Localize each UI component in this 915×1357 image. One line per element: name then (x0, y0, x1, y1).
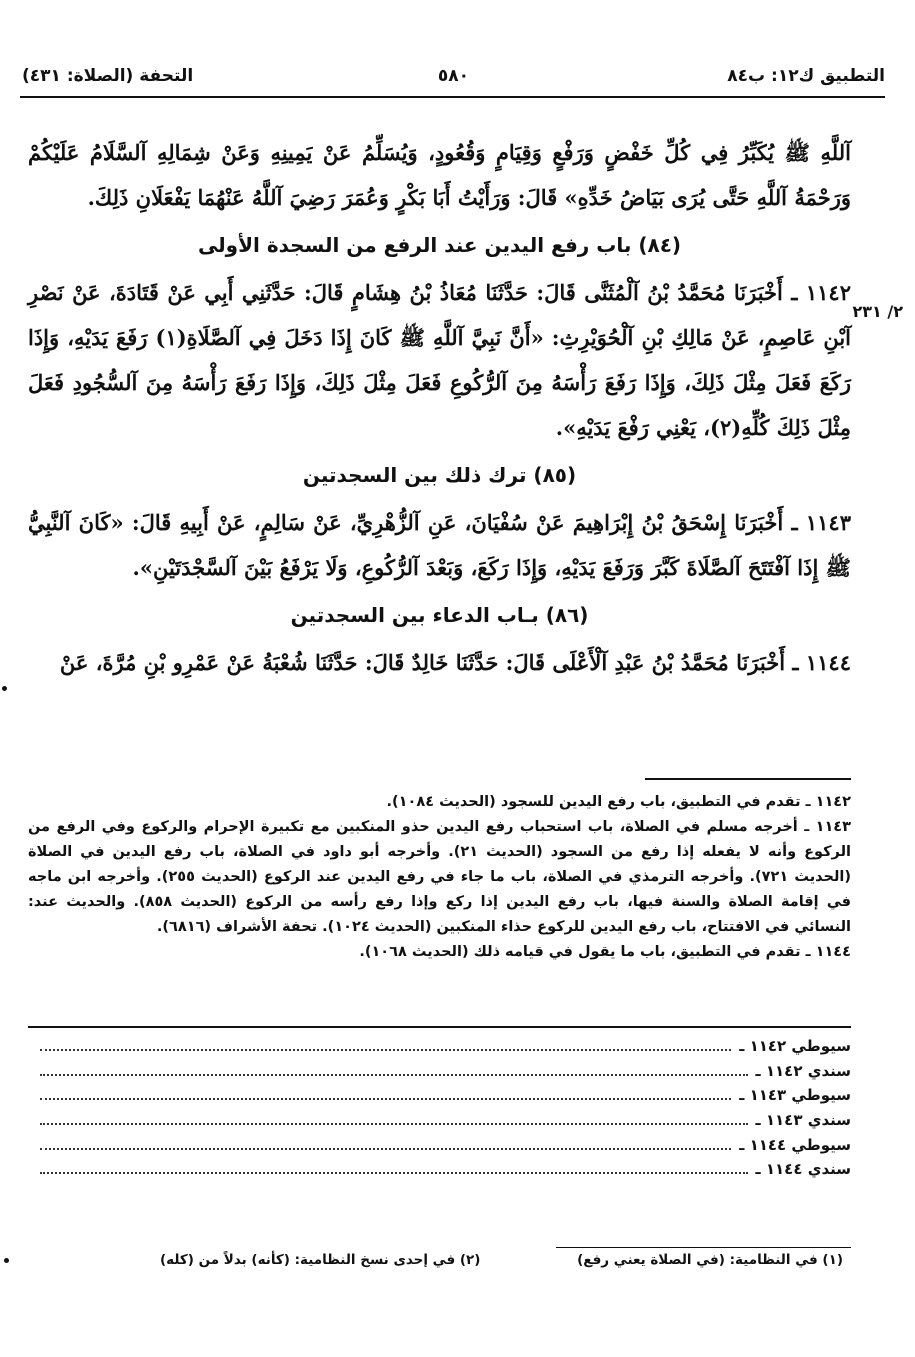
commentary-label: سندي ١١٤٢ ـ (755, 1061, 851, 1080)
variant-notes (60, 1252, 843, 1276)
dotted-leader (40, 1160, 748, 1174)
takhrij-notes (28, 790, 851, 965)
commentary-row (40, 1086, 851, 1111)
commentary-label: سيوطي ١١٤٣ ـ (739, 1086, 851, 1105)
commentary-row (40, 1160, 851, 1185)
hashiya-rule (28, 1026, 851, 1028)
scan-mark (4, 1258, 9, 1263)
commentary-label: سندي ١١٤٤ ـ (755, 1160, 851, 1179)
takhrij-rule (645, 778, 851, 780)
hadith-continuation: آللَّهِ ﷺ يُكَبِّرُ فِي كُلِّ خَفْضٍ وَرَفْعٍ وَقِيَامٍ وَقُعُودٍ، وَيُسَلِّمُ عَنْ يَمِينِهِ وَعَنْ شِمَالِهِ آلسَّلَامُ عَلَيْكُمْ وَرَحْمَةُ آللَّهِ حَتَّى يُرَى بَيَاضُ خَدِّهِ» قَالَ: وَرَأَيْتُ أَبَا بَكْرٍ وَعُمَرَ رَضِيَ آللَّهُ عَنْهُمَا يَفْعَلَانِ ذَلِكَ. (28, 140, 851, 210)
variant-notes-rule (556, 1247, 851, 1248)
hadith-1143: ١١٤٣ ـ أَخْبَرَنَا إِسْحَقُ بْنُ إِبْرَاهِيمَ عَنْ سُفْيَانَ، عَنِ آلزُّهْرِيِّ، عَنْ سَالِمٍ، عَنْ أَبِيهِ قَالَ: «كَانَ آلنَّبِيُّ ﷺ إِذَا آفْتَتَحَ آلصَّلَاةَ كَبَّرَ وَرَفَعَ يَدَيْهِ، وَإِذَا رَكَعَ، وَبَعْدَ آلرُّكُوعِ، وَلَا يَرْفَعُ بَيْنَ آلسَّجْدَتَيْنِ». (28, 510, 851, 580)
commentary-row (40, 1136, 851, 1161)
takhrij-1143: ١١٤٣ ـ أخرجه مسلم في الصلاة، باب استحباب رفع اليدين حذو المنكبين مع تكبيرة الإحرام والركوع وفي الرفع من الركوع وأنه لا يفعله إذا رفع من السجود (الحديث ٢١). وأخرجه أبو داود في الصلاة، باب رفع اليدين في الصلاة (الحديث ٧٢١). وأخرجه الترمذي في الصلاة، باب ما جاء في رفع اليدين عند الركوع (الحديث ٢٥٥). وأخرجه ابن ماجه في إقامة الصلاة والسنة فيها، باب رفع اليدين إذا ركع وإذا رفع رأسه من الركوع (الحديث ٨٥٨). والحديث عند: النسائي في الافتتاح، باب رفع اليدين للركوع حذاء المنكبين (الحديث ١٠٢٤). تحفة الأشراف (٦٨١٦). (28, 819, 851, 935)
dotted-leader (40, 1136, 731, 1150)
commentary-placeholders (40, 1037, 851, 1185)
chapter-heading-86: (٨٦) بـاب الدعاء بين السجدتين (290, 603, 589, 627)
hadith-1142: ١١٤٢ ـ أَخْبَرَنَا مُحَمَّدُ بْنُ آلْمُثَنَّى قَالَ: حَدَّثَنَا مُعَاذُ بْنُ هِشَامٍ قَالَ: حَدَّثَنِي أَبِي عَنْ قَتَادَةَ، عَنْ نَصْرِ آبْنِ عَاصِمٍ، عَنْ مَالِكِ بْنِ آلْحُوَيْرِثِ: «أَنَّ نَبِيَّ آللَّهِ ﷺ كَانَ إِذَا دَخَلَ فِي آلصَّلَاةِ(١) رَفَعَ يَدَيْهِ، وَإِذَا رَكَعَ فَعَلَ مِثْلَ ذَلِكَ، وَإِذَا رَفَعَ رَأْسَهُ مِنَ آلرُّكُوعِ فَعَلَ مِثْلَ ذَلِكَ، وَإِذَا رَفَعَ رَأْسَهُ مِنَ آلسُّجُودِ فَعَلَ مِثْلَ ذَلِكَ كُلِّهِ(٢)، يَعْنِي رَفْعَ يَدَيْهِ». (28, 280, 852, 440)
margin-volume-ref: ٢/ ٢٣١ (852, 302, 903, 321)
commentary-label: سندي ١١٤٣ ـ (755, 1111, 851, 1130)
commentary-row (40, 1111, 851, 1136)
dotted-leader (40, 1037, 731, 1051)
dotted-leader (40, 1062, 748, 1076)
header-tuhfa-ref: التحفة (الصلاة: ٤٣١) (22, 66, 194, 86)
takhrij-1144: ١١٤٤ ـ تقدم في التطبيق، باب ما يقول في قيامه ذلك (الحديث ١٠٦٨). (359, 944, 851, 960)
dotted-leader (40, 1086, 731, 1100)
commentary-row (40, 1037, 851, 1062)
page-number: ٥٨٠ (437, 66, 470, 86)
scan-mark (2, 686, 7, 691)
header-rule (20, 96, 885, 98)
running-header (22, 62, 885, 96)
commentary-row (40, 1062, 851, 1087)
chapter-heading-84: (٨٤) باب رفع اليدين عند الرفع من السجدة الأولى (197, 233, 682, 257)
main-text (28, 130, 851, 685)
takhrij-1142: ١١٤٢ ـ تقدم في التطبيق، باب رفع اليدين للسجود (الحديث ١٠٨٤). (386, 794, 851, 810)
chapter-heading-85: (٨٥) ترك ذلك بين السجدتين (302, 463, 577, 487)
header-chapter-ref: التطبيق ك١٢: ب٨٤ (727, 66, 885, 86)
commentary-label: سيوطي ١١٤٤ ـ (739, 1135, 851, 1154)
variant-note-2: (٢) في إحدى نسخ النظامية: (كأنه) بدلاً من (كله) (160, 1252, 481, 1268)
commentary-label: سيوطي ١١٤٢ ـ (739, 1037, 851, 1055)
hadith-1144: ١١٤٤ ـ أَخْبَرَنَا مُحَمَّدُ بْنُ عَبْدِ آلْأَعْلَى قَالَ: حَدَّثَنَا خَالِدٌ قَالَ: حَدَّثَنَا شُعْبَةُ عَنْ عَمْرِو بْنِ مُرَّةَ، عَنْ (59, 650, 851, 675)
variant-note-1: (١) في النظامية: (في الصلاة يعني رفع) (577, 1252, 843, 1268)
dotted-leader (40, 1111, 748, 1125)
